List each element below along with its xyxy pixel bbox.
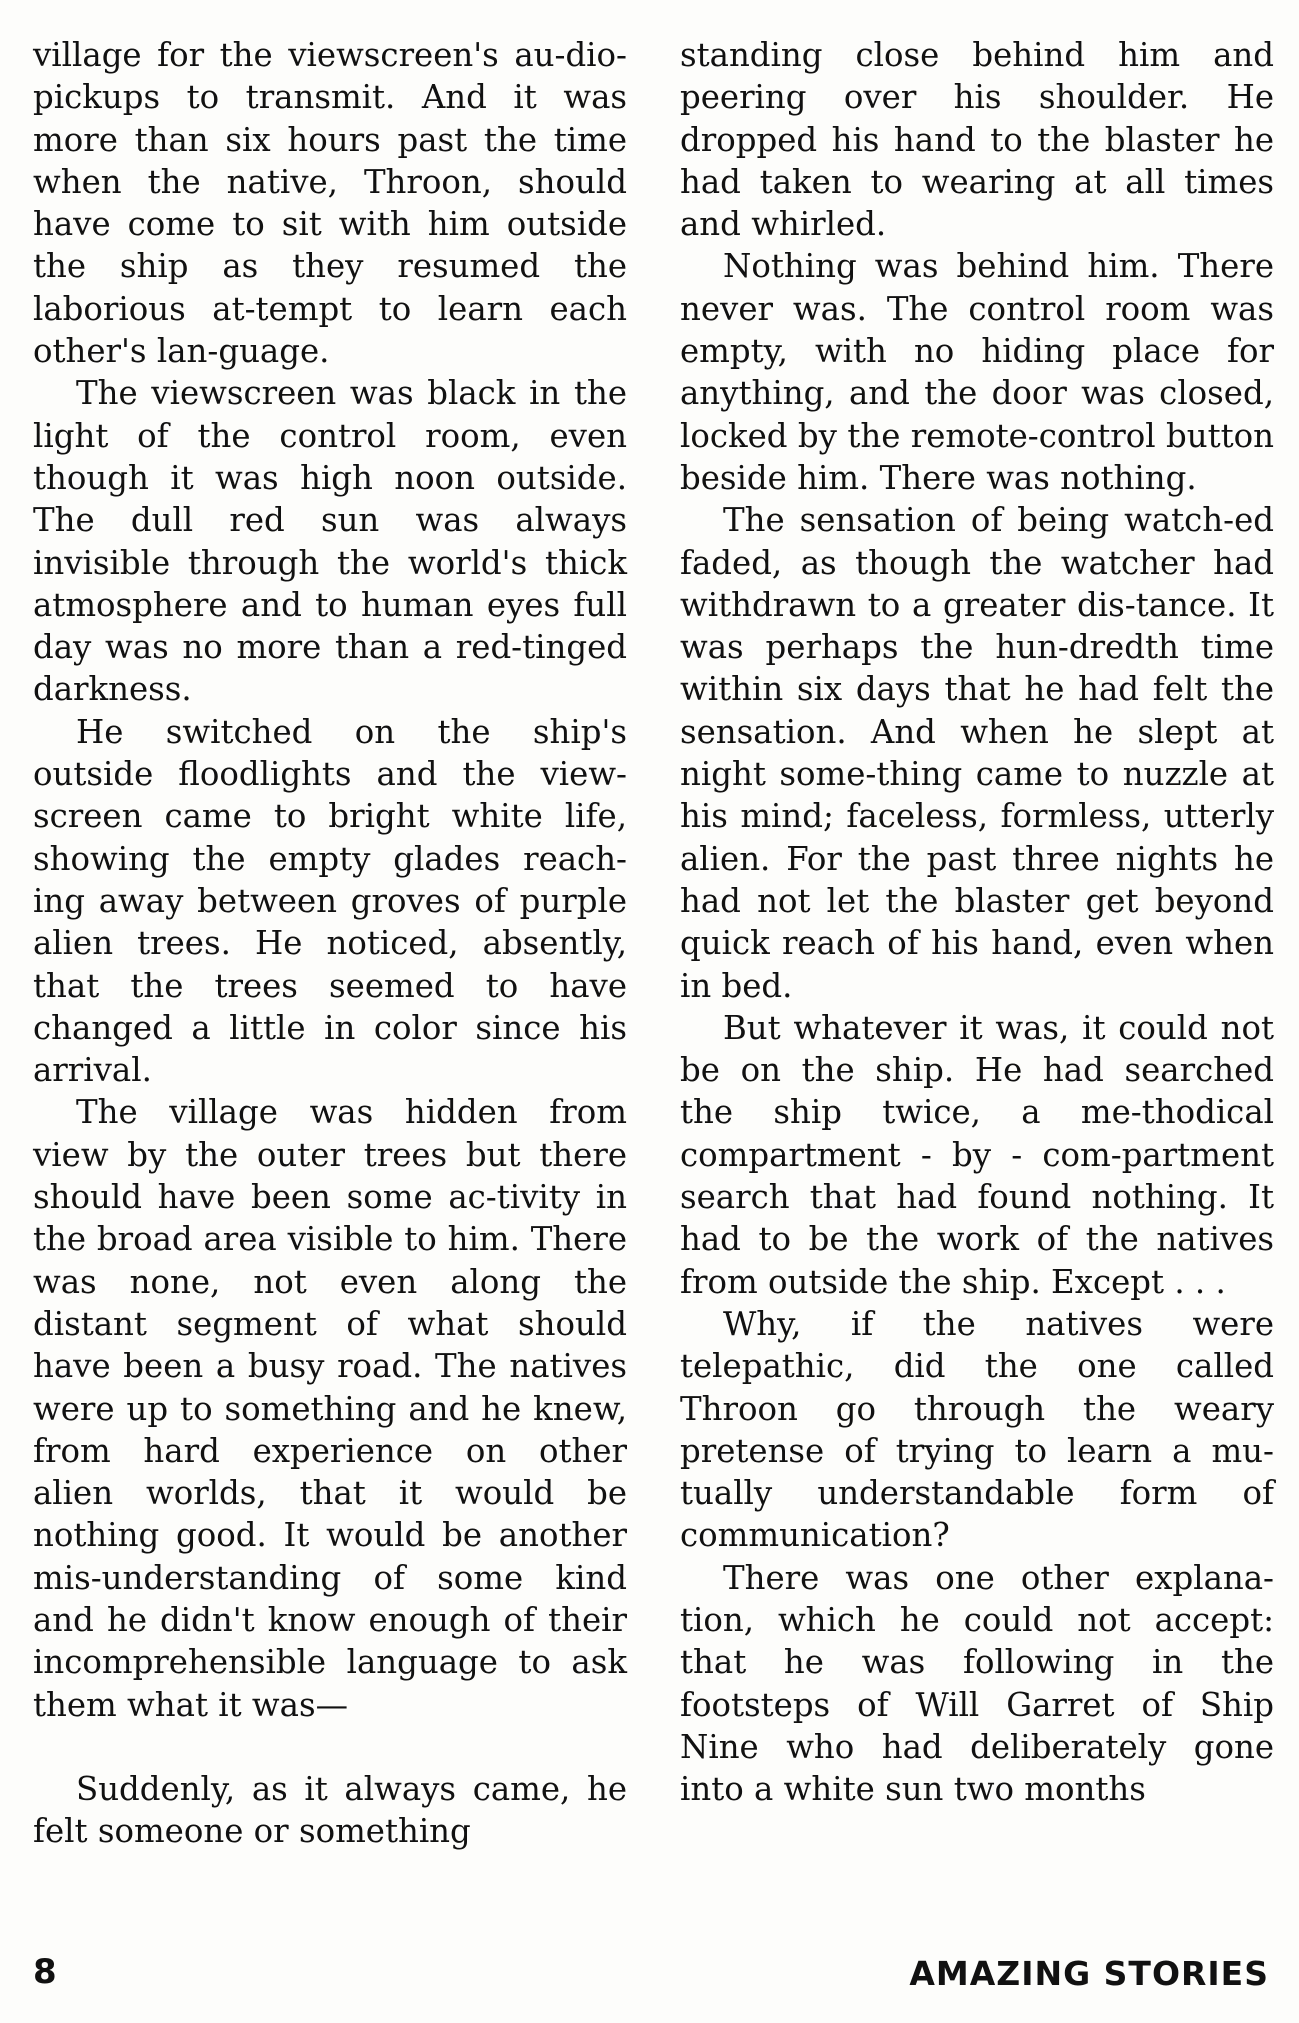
page-number: 8 (33, 1952, 57, 1992)
right-column (680, 34, 1274, 1810)
left-column (33, 34, 627, 1852)
paragraph: The village was hidden from view by the outer trees but there should have been some ac-tivity in the broad area visible to him. There was none, not even along the distant segment of what should have been a busy road. The natives were up to something and he knew, from hard experience on other alien worlds, that it would be nothing good. It would be another mis-understanding of some kind and he didn't know enough of their incomprehensible language to ask them what it was— (33, 1093, 627, 1724)
paragraph: Why, if the natives were telepathic, did the one called Throon go through the weary pretense of trying to learn a mu-tually understandable form of communication? (680, 1304, 1274, 1555)
paragraph: But whatever it was, it could not be on the ship. He had searched the ship twice, a me-thodical compartment - by - com-partment search that had found nothing. It had to be the work of the natives from outside the ship. Except . . . (680, 1008, 1274, 1301)
paragraph: The sensation of being watch-ed faded, as though the watcher had withdrawn to a greater dis-tance. It was perhaps the hun-dredth time within six days that he had felt the sensation. And when he slept at night some-thing came to nuzzle at his mind; faceless, formless, utterly alien. For the past three nights he had not let the blaster get beyond quick reach of his hand, even when in bed. (680, 501, 1274, 1005)
paragraph: He switched on the ship's outside floodlights and the view-screen came to bright white life, showing the empty glades reach-ing away between groves of purple alien trees. He noticed, absently, that the trees seemed to have changed a little in color since his arrival. (33, 712, 627, 1090)
paragraph: village for the viewscreen's au-dio-pickups to transmit. And it was more than six hours past the time when the native, Throon, should have come to sit with him outside the ship as they resumed the laborious at-tempt to learn each other's lan-guage. (33, 36, 627, 371)
paragraph: Suddenly, as it always came, he felt someone or something (33, 1769, 627, 1851)
paragraph: standing close behind him and peering over his shoulder. He dropped his hand to the blaster he had taken to wearing at all times and whirled. (680, 36, 1274, 244)
paragraph: Nothing was behind him. There never was. The control room was empty, with no hiding place for anything, and the door was closed, locked by the remote-control button beside him. There was nothing. (680, 247, 1274, 497)
paragraph: The viewscreen was black in the light of the control room, even though it was high noon outside. The dull red sun was always invisible through the world's thick atmosphere and to human eyes full day was no more than a red-tinged darkness. (33, 374, 627, 709)
paragraph: There was one other explana-tion, which he could not accept: that he was following in the footsteps of Will Garret of Ship Nine who had deliberately gone into a white sun two months (680, 1558, 1274, 1809)
running-title: AMAZING STORIES (909, 1954, 1269, 1993)
